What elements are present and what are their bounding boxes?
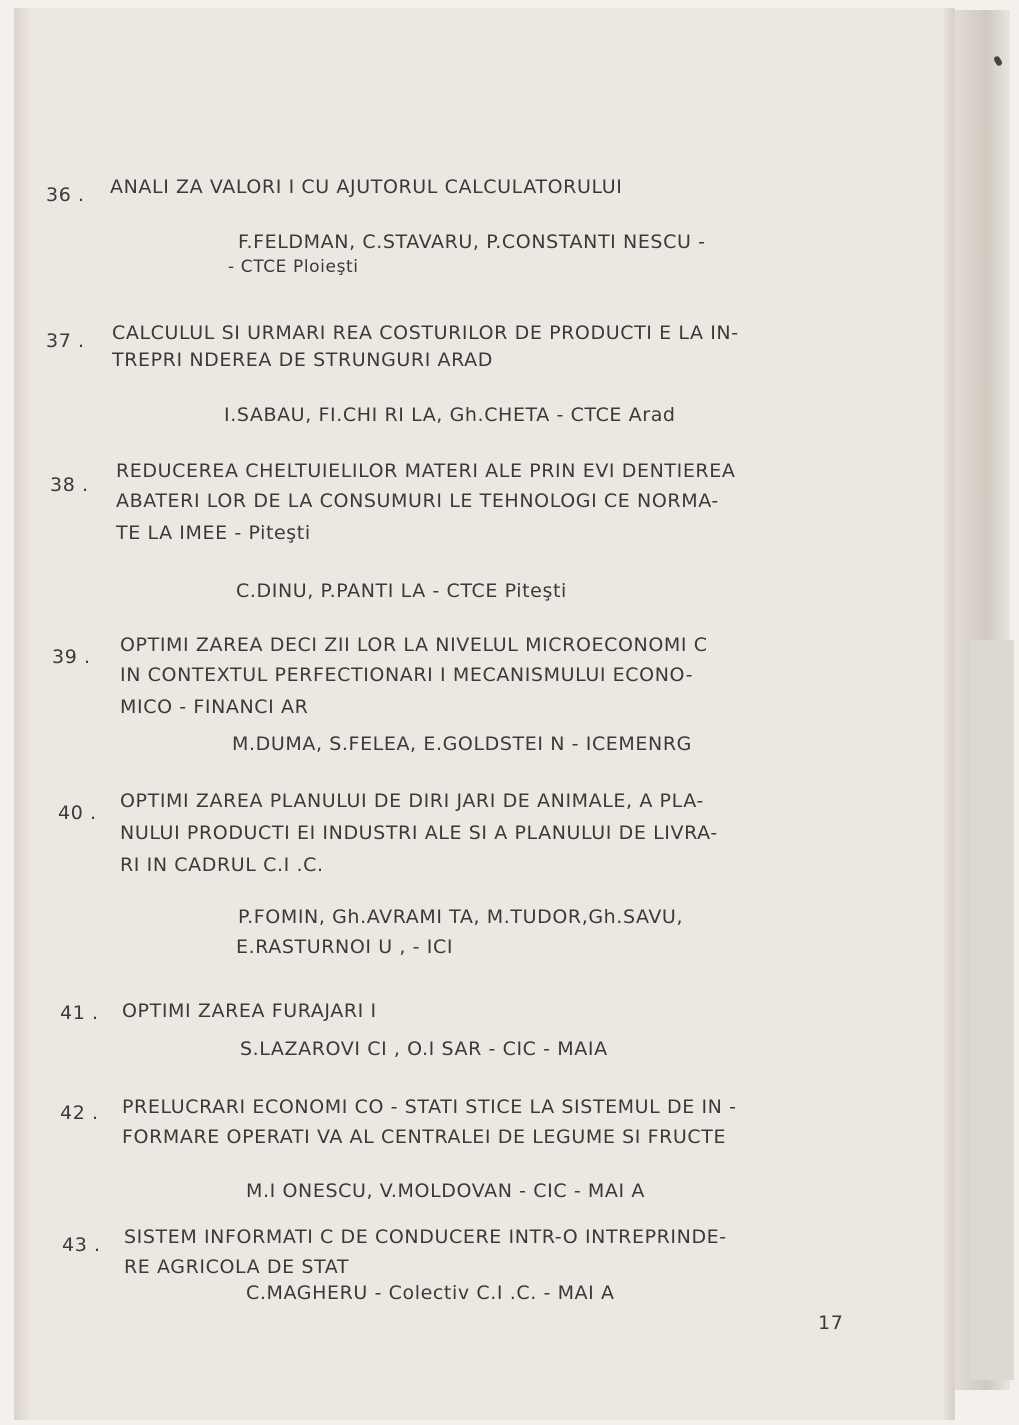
entry-authors-line: F.FELDMAN, C.STAVARU, P.CONSTANTI NESCU -: [238, 231, 706, 253]
entry-number: 38 .: [50, 474, 89, 496]
entry-title-line: ANALI ZA VALORI I CU AJUTORUL CALCULATORULUI: [110, 176, 623, 198]
entry-title-line: RI IN CADRUL C.I .C.: [120, 854, 324, 876]
entry-authors-line: C.DINU, P.PANTI LA - CTCE Piteşti: [236, 580, 567, 602]
entry-title-line: CALCULUL SI URMARI REA COSTURILOR DE PRODUCTI E LA IN-: [112, 322, 739, 344]
entry-authors-line: P.FOMIN, Gh.AVRAMI TA, M.TUDOR,Gh.SAVU,: [238, 906, 684, 928]
entry-title-line: SISTEM INFORMATI C DE CONDUCERE INTR-O INTREPRINDE-: [124, 1226, 727, 1248]
entry-number: 43 .: [62, 1234, 101, 1256]
entry-number: 42 .: [60, 1102, 99, 1124]
entry-authors-line: M.I ONESCU, V.MOLDOVAN - CIC - MAI A: [246, 1180, 645, 1202]
entry-authors-line: - CTCE Ploieşti: [228, 257, 359, 277]
entry-authors-line: I.SABAU, FI.CHI RI LA, Gh.CHETA - CTCE Arad: [224, 404, 676, 426]
entry-title-line: REDUCEREA CHELTUIELILOR MATERI ALE PRIN EVI DENTIEREA: [116, 460, 736, 482]
entry-authors-line: S.LAZAROVI CI , O.I SAR - CIC - MAIA: [240, 1038, 608, 1060]
entry-title-line: TE LA IMEE - Piteşti: [116, 522, 311, 544]
entry-title-line: MICO - FINANCI AR: [120, 696, 309, 718]
entry-authors-line: E.RASTURNOI U , - ICI: [236, 936, 454, 958]
entry-title-line: FORMARE OPERATI VA AL CENTRALEI DE LEGUME SI FRUCTE: [122, 1126, 727, 1148]
entry-number: 40 .: [58, 802, 97, 824]
entry-number: 39 .: [52, 646, 91, 668]
entry-authors-line: C.MAGHERU - Colectiv C.I .C. - MAI A: [246, 1282, 615, 1304]
entry-title-line: RE AGRICOLA DE STAT: [124, 1256, 350, 1278]
entry-title-line: TREPRI NDEREA DE STRUNGURI ARAD: [112, 349, 494, 371]
entry-authors-line: M.DUMA, S.FELEA, E.GOLDSTEI N - ICEMENRG: [232, 733, 692, 755]
entry-number: 37 .: [46, 330, 85, 352]
entry-title-line: OPTIMI ZAREA PLANULUI DE DIRI JARI DE ANIMALE, A PLA-: [120, 790, 704, 812]
entry-title-line: PRELUCRARI ECONOMI CO - STATI STICE LA SISTEMUL DE IN -: [122, 1096, 737, 1118]
entry-number: 41 .: [60, 1002, 99, 1024]
entry-title-line: ABATERI LOR DE LA CONSUMURI LE TEHNOLOGI CE NORMA-: [116, 490, 719, 512]
entry-number: 36 .: [46, 184, 85, 206]
entry-title-line: NULUI PRODUCTI EI INDUSTRI ALE SI A PLANULUI DE LIVRA-: [120, 822, 718, 844]
entry-title-line: OPTIMI ZAREA DECI ZII LOR LA NIVELUL MICROECONOMI C: [120, 634, 708, 656]
page-number: 17: [818, 1312, 844, 1334]
entry-title-line: OPTIMI ZAREA FURAJARI I: [122, 1000, 377, 1022]
entry-title-line: IN CONTEXTUL PERFECTIONARI I MECANISMULUI ECONO-: [120, 664, 694, 686]
